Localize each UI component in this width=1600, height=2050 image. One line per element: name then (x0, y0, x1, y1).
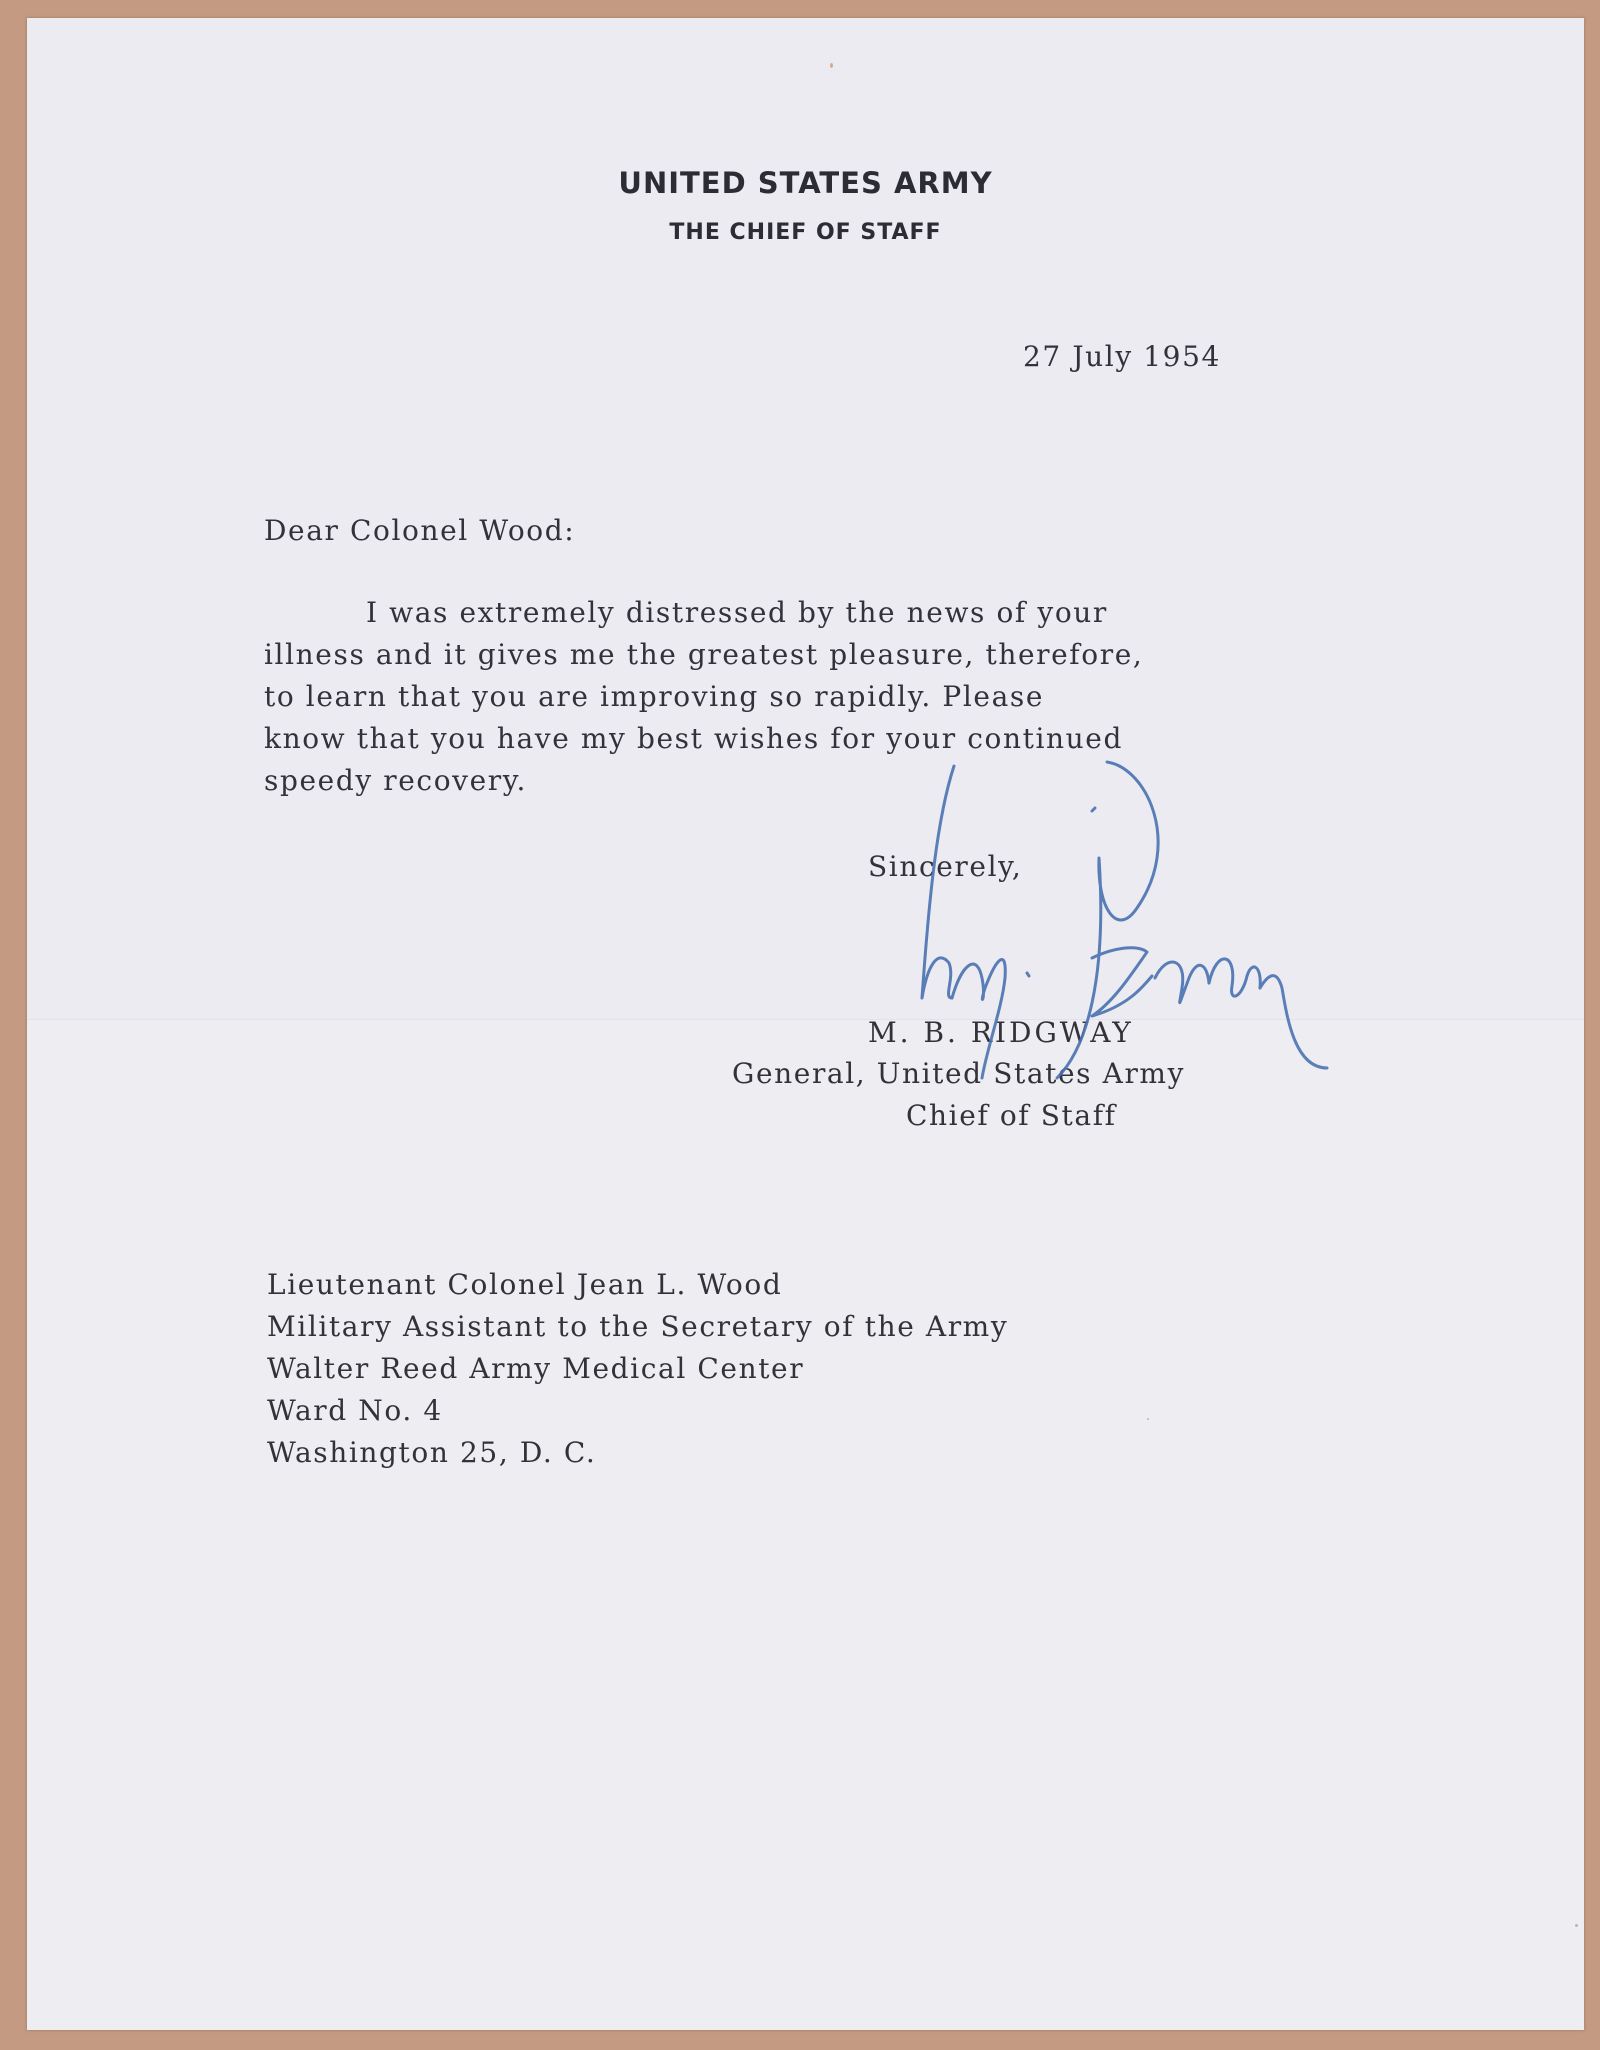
body-line: know that you have my best wishes for your continued (264, 722, 1123, 755)
paper-speck (1575, 1924, 1578, 1927)
address-line: Washington 25, D. C. (267, 1436, 597, 1469)
letter-sheet (27, 18, 1584, 2030)
body-line: illness and it gives me the greatest pleasure, therefore, (264, 638, 1144, 671)
body-line: speedy recovery. (264, 764, 527, 797)
letterhead-line-2: THE CHIEF OF STAFF (669, 220, 942, 245)
address-line: Walter Reed Army Medical Center (267, 1352, 805, 1385)
body-line: I was extremely distressed by the news of your (366, 596, 1108, 629)
signatory-name: M. B. RIDGWAY (868, 1016, 1134, 1049)
address-line: Ward No. 4 (267, 1394, 443, 1427)
letter-date: 27 July 1954 (1023, 340, 1221, 373)
letterhead-line-1: UNITED STATES ARMY (618, 166, 993, 200)
handwritten-signature-icon (837, 748, 1357, 1138)
signatory-title: General, United States Army (732, 1057, 1186, 1090)
salutation: Dear Colonel Wood: (264, 514, 576, 547)
fold-lower-half (27, 1021, 1584, 2030)
address-line: Military Assistant to the Secretary of the Army (267, 1310, 1009, 1343)
closing: Sincerely, (868, 850, 1023, 883)
address-line: Lieutenant Colonel Jean L. Wood (267, 1268, 783, 1301)
paper-speck (1147, 1418, 1149, 1420)
paper-speck (830, 63, 833, 68)
body-line: to learn that you are improving so rapidly. Please (264, 680, 1044, 713)
signatory-office: Chief of Staff (906, 1099, 1117, 1132)
